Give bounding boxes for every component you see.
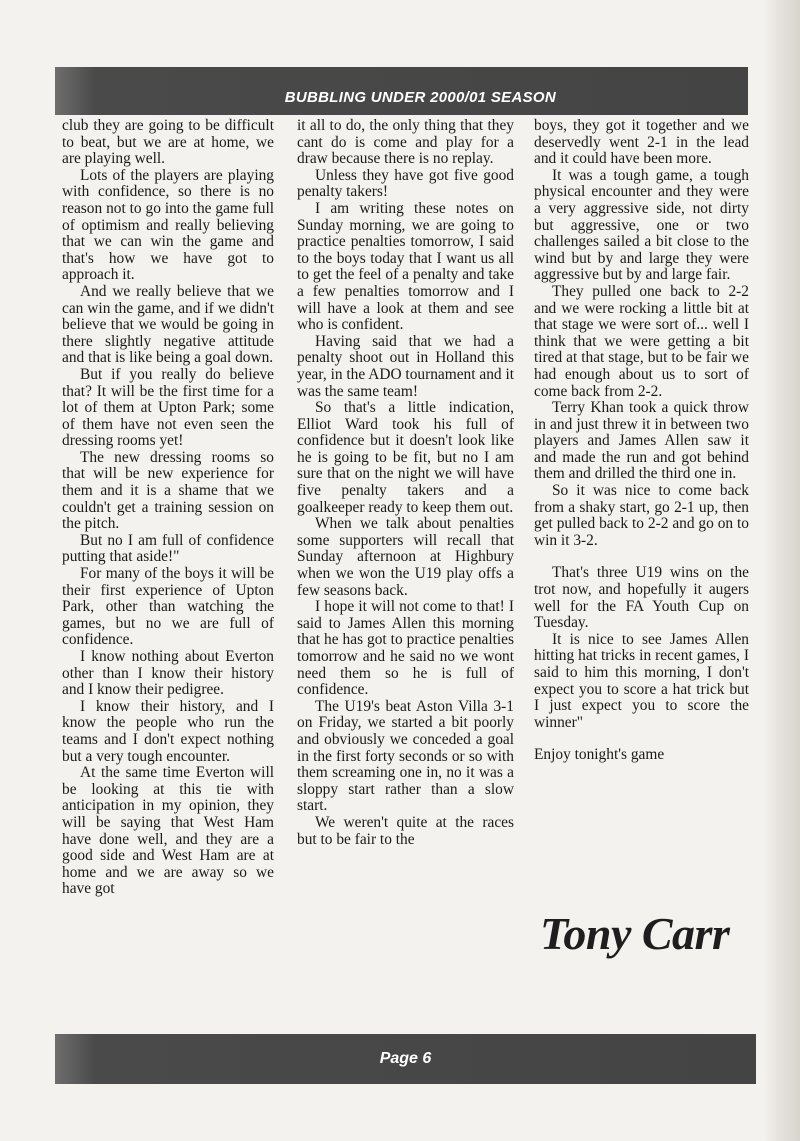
paragraph: At the same time Everton will be looking at this tie with anticipation in my opinion, they will be saying that West Ham have done well, and they are a good side and West Ham are at home and we are away so we have got — [62, 764, 274, 898]
article-column-1 — [62, 118, 274, 898]
section-banner — [55, 67, 748, 115]
paragraph: So that's a little indication, Elliot Ward took his full of confidence but it doesn't look like he is going to be fit, but no I am sure that on the night we will have five penalty takers and a goalkeeper ready to keep them out. — [297, 399, 514, 516]
page-edge-shadow — [764, 0, 800, 1141]
page-number: Page 6 — [379, 1050, 432, 1067]
paragraph: We weren't quite at the races but to be fair to the — [297, 813, 514, 848]
paragraph: They pulled one back to 2-2 and we were rocking a little bit at that stage we were sort of... well I think that we were getting a bit tired at that stage, but to be fair we had enough about us to sort of come back from 2-2. — [534, 282, 749, 400]
closing-line: Enjoy tonight's game — [534, 746, 665, 764]
paragraph: Having said that we had a penalty shoot out in Holland this year, in the ADO tournament and it was the same team! — [297, 332, 514, 400]
paragraph: I know their history, and I know the people who run the teams and I don't expect nothing but a very tough encounter. — [62, 697, 274, 765]
paragraph-gap — [534, 549, 749, 565]
paragraph: club they are going to be difficult to beat, but we are at home, we are playing well. — [62, 117, 274, 168]
paragraph: Terry Khan took a quick throw in and just threw it in between two players and James Allen saw it and made the run and got behind them and drilled the third one in. — [534, 399, 749, 483]
paragraph: Lots of the players are playing with confidence, so there is no reason not to go into the game full of optimism and really believing that we can win the game and that's how we have got to approach it. — [62, 166, 274, 284]
page-footer — [55, 1034, 756, 1084]
paragraph: I am writing these notes on Sunday morning, we are going to practice penalties tomorrow, I said to the boys today that I want us all to get the feel of a penalty and take a few penalties tomorrow and I will have a look at them and see who is confident. — [297, 199, 514, 334]
author-signature: Tony Carr — [540, 908, 730, 959]
paragraph: It is nice to see James Allen hitting hat tricks in recent games, I said to him this morning, I don't expect you to score a hat trick but I just expect you to score the winner" — [534, 630, 749, 731]
paragraph: So it was nice to come back from a shaky start, go 2-1 up, then get pulled back to 2-2 and go on to win it 3-2. — [534, 482, 749, 549]
paragraph: Unless they have got five good penalty takers! — [297, 166, 514, 201]
paragraph: But no I am full of confidence putting that aside!" — [62, 531, 274, 566]
article-column-3 — [534, 118, 749, 764]
paragraph: boys, they got it together and we deservedly went 2-1 in the lead and it could have been more. — [534, 117, 749, 168]
paragraph: That's three U19 wins on the trot now, and hopefully it augers well for the FA Youth Cup on Tuesday. — [534, 564, 749, 632]
paragraph: But if you really do believe that? It will be the first time for a lot of them at Upton Park; some of them have not even seen the dressing rooms yet! — [62, 365, 274, 450]
paragraph: it all to do, the only thing that they cant do is come and play for a draw because there is no replay. — [297, 117, 514, 168]
article-column-2 — [297, 118, 514, 848]
section-title: BUBBLING UNDER 2000/01 SEASON — [284, 89, 556, 106]
paragraph: I know nothing about Everton other than I know their history and I know their pedigree. — [62, 648, 274, 699]
paragraph: For many of the boys it will be their first experience of Upton Park, other than watching the games, but no we are full of confidence. — [62, 565, 274, 649]
paragraph: It was a tough game, a tough physical encounter and they were a very aggressive side, not dirty but aggressive, one or two challenges sailed a bit close to the wind but by and large they were aggressive but by and large fair. — [534, 166, 749, 284]
paragraph-gap — [534, 731, 749, 747]
paragraph: The U19's beat Aston Villa 3-1 on Friday, we started a bit poorly and obviously we conceded a goal in the first forty seconds or so with them screaming one in, no it was a sloppy start rather than a slow start. — [297, 697, 514, 815]
paragraph: The new dressing rooms so that will be new experience for them and it is a shame that we couldn't get a training session on the pitch. — [62, 448, 274, 533]
paragraph: I hope it will not come to that! I said to James Allen this morning that he has got to practice penalties tomorrow and he said no we wont need them so he is full of confidence. — [297, 598, 514, 699]
paragraph: And we really believe that we can win the game, and if we didn't believe that we would be going in there slightly negative attitude and that is like being a goal down. — [62, 282, 274, 367]
paragraph: When we talk about penalties some supporters will recall that Sunday afternoon at Highbury when we won the U19 play offs a few seasons back. — [297, 515, 514, 599]
